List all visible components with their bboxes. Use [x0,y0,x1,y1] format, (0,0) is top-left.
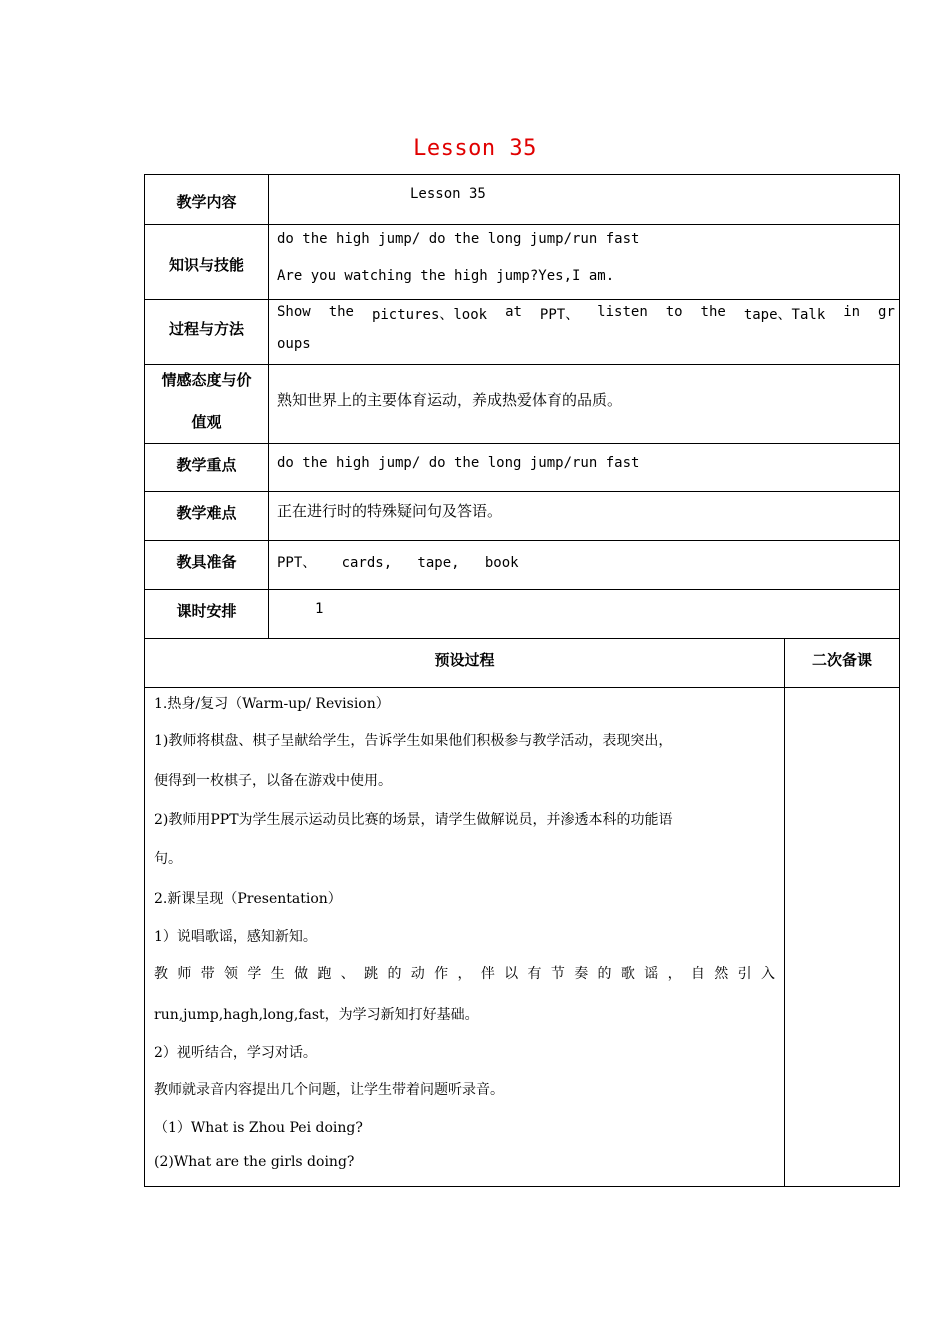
word: tape、Talk [743,307,826,323]
body-line: 1）说唱歌谣，感知新知。 [154,929,317,945]
row-divider [145,687,899,688]
char: 歌 [620,966,635,982]
char: 以 [504,966,519,982]
char: 有 [527,966,542,982]
word: the [328,304,354,320]
char: ， [667,966,682,982]
body-line: 句。 [154,851,182,867]
row-divider [145,299,899,300]
body-line: 教师就录音内容提出几个问题，让学生带着问题听录音。 [154,1082,504,1098]
value-content: Lesson 35 [410,186,486,202]
row-divider [145,540,899,541]
word: at [505,304,522,320]
value-aids: PPT、 cards, tape, book [277,555,519,571]
word: to [665,304,683,320]
lesson-plan-table [144,174,900,1187]
label-knowledge: 知识与技能 [168,256,244,274]
page-title: Lesson 35 [413,136,537,161]
row-divider [145,443,899,444]
word: listen [597,304,648,320]
label-process-method: 过程与方法 [168,320,244,338]
word: gr [878,304,895,320]
char: 带 [200,966,215,982]
row-divider [145,589,899,590]
label-aids: 教具准备 [176,553,237,571]
char: 引 [737,966,752,982]
label-difficulties: 教学难点 [176,504,237,522]
word: pictures、look [371,307,488,323]
body-line: run,jump,hagh,long,fast，为学习新知打好基础。 [154,1007,479,1023]
value-process-method-line2: oups [277,336,311,352]
row-divider [145,364,899,365]
char: 学 [247,966,262,982]
char: 、 [340,966,355,982]
body-line: 2）视听结合，学习对话。 [154,1045,317,1061]
value-difficulties: 正在进行时的特殊疑问句及答语。 [277,502,503,520]
char: 自 [690,966,705,982]
row-divider [145,224,899,225]
char: 的 [597,966,612,982]
word: in [843,304,861,320]
label-periods: 课时安排 [176,602,237,620]
value-process-method-line1 [277,304,895,324]
char: 节 [550,966,565,982]
body-line: 2)教师用PPT为学生展示运动员比赛的场景，请学生做解说员，并渗透本科的功能语 [154,812,673,828]
value-attitude: 熟知世界上的主要体育运动，养成热爱体育的品质。 [277,391,623,409]
body-line: （1）What is Zhou Pei doing? [154,1120,363,1136]
char: 入 [760,966,775,982]
char: 奏 [574,966,589,982]
char: ， [457,966,472,982]
value-knowledge-line2: Are you watching the high jump?Yes,I am. [277,268,615,284]
value-knowledge-line1: do the high jump/ do the long jump/run fast [277,231,640,247]
char: 跑 [317,966,332,982]
header-second-prep: 二次备课 [811,651,872,669]
char: 然 [714,966,729,982]
row-divider [145,491,899,492]
label-attitude-line2: 值观 [191,413,222,431]
body-line: (2)What are the girls doing? [154,1154,355,1170]
value-periods: 1 [315,601,324,617]
char: 领 [224,966,239,982]
char: 伴 [480,966,495,982]
char: 谣 [644,966,659,982]
body-line: 1)教师将棋盘、棋子呈献给学生，告诉学生如果他们积极参与教学活动，表现突出， [154,733,673,749]
word: the [700,304,726,320]
char: 的 [387,966,402,982]
char: 生 [270,966,285,982]
body-line: 2.新课呈现（Presentation） [154,891,342,907]
label-key-points: 教学重点 [176,456,237,474]
char: 动 [410,966,425,982]
body-line-justified [154,963,775,983]
body-line: 便得到一枚棋子，以备在游戏中使用。 [154,773,392,789]
row-divider [145,638,899,639]
word: PPT、 [539,307,580,323]
word: Show [277,304,311,320]
char: 教 [154,966,168,982]
value-key-points: do the high jump/ do the long jump/run fast [277,455,640,471]
column-divider [784,638,785,1186]
column-divider [268,175,269,639]
char: 作 [434,966,449,982]
header-process: 预设过程 [434,651,495,669]
label-attitude-line1: 情感态度与价 [161,371,252,389]
label-content: 教学内容 [176,193,237,211]
char: 做 [294,966,309,982]
body-line: 1.热身/复习（Warm-up/ Revision） [154,696,390,712]
char: 跳 [364,966,379,982]
char: 师 [177,966,192,982]
